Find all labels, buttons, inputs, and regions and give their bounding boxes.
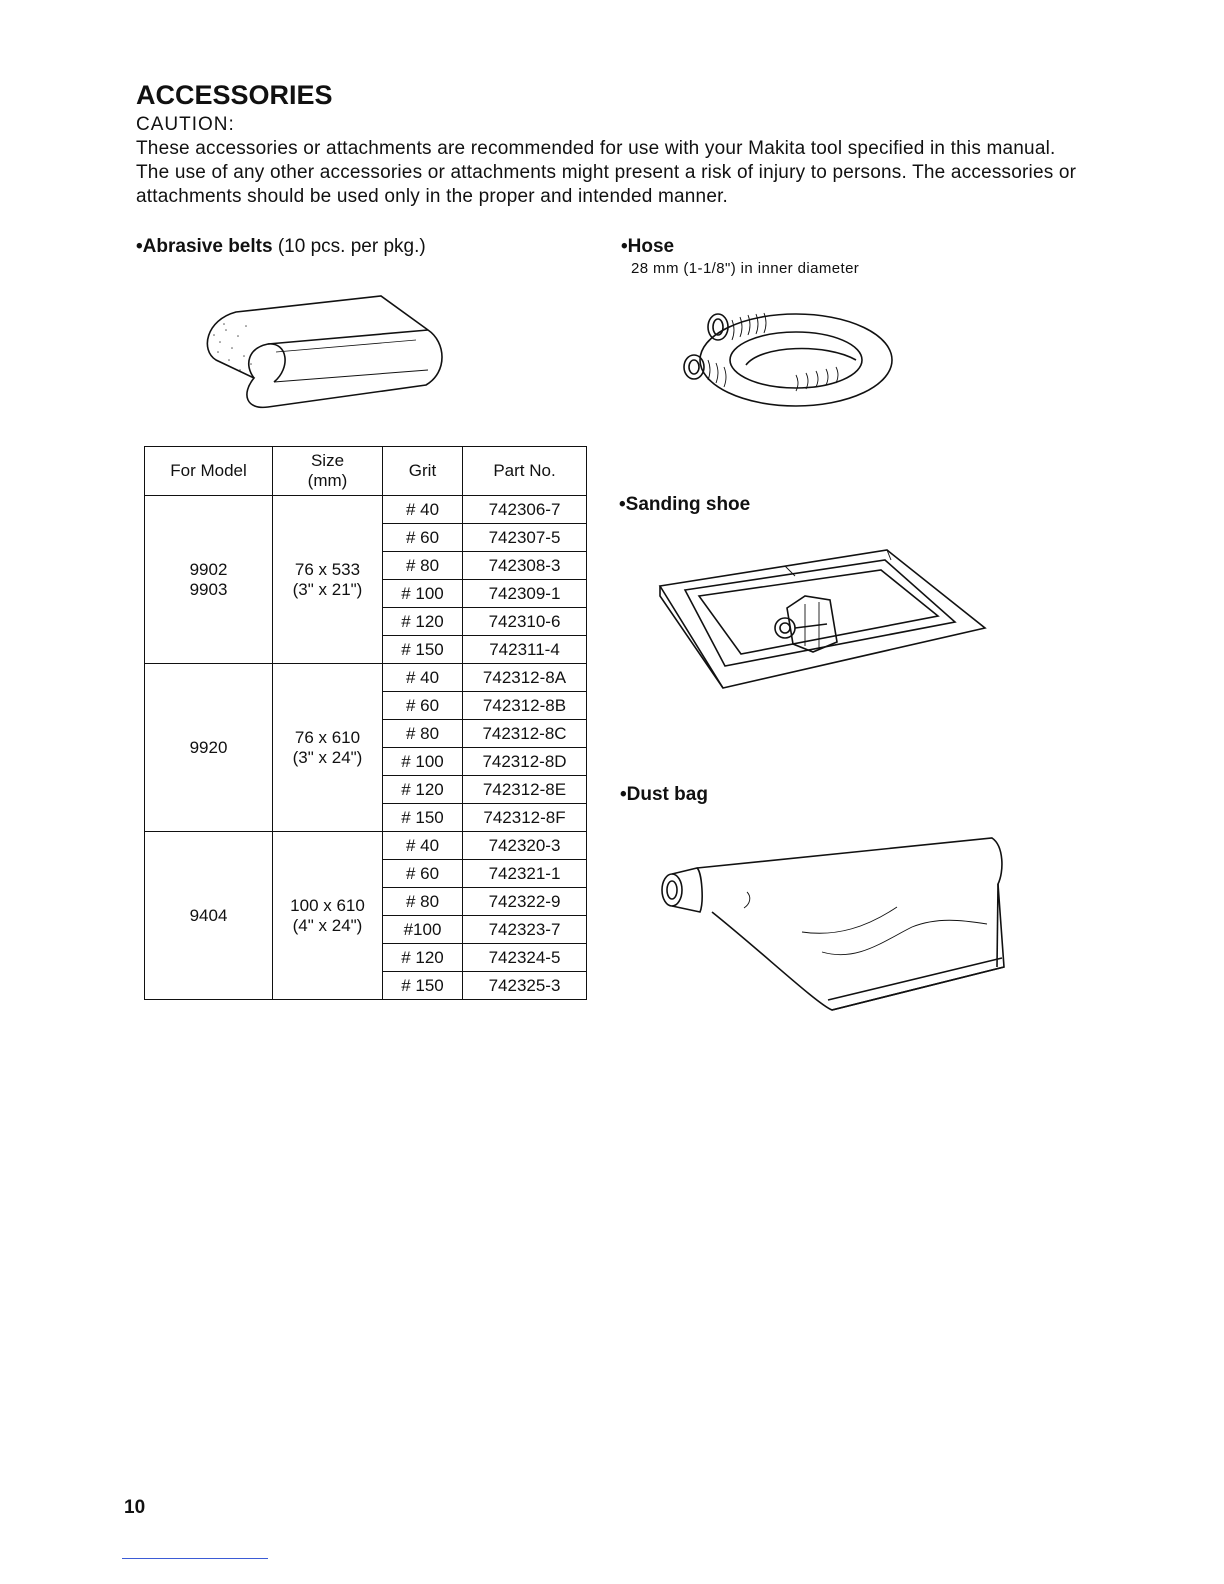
part-number-cell: 742312-8E bbox=[463, 776, 587, 804]
grit-cell: # 120 bbox=[383, 776, 463, 804]
sanding-shoe-heading bbox=[619, 494, 750, 516]
table-header-row bbox=[145, 447, 587, 496]
grit-cell: # 150 bbox=[383, 972, 463, 1000]
model-cell: 9920 bbox=[145, 664, 273, 832]
abrasive-belts-heading bbox=[136, 236, 426, 258]
part-number-cell: 742309-1 bbox=[463, 580, 587, 608]
header-model bbox=[145, 447, 273, 496]
part-number-cell: 742312-8A bbox=[463, 664, 587, 692]
part-number-cell: 742307-5 bbox=[463, 524, 587, 552]
hose-heading bbox=[621, 236, 674, 258]
model-cell: 9902 9903 bbox=[145, 496, 273, 664]
part-number-cell: 742320-3 bbox=[463, 832, 587, 860]
dust-bag-title: Dust bag bbox=[626, 784, 708, 805]
table-row bbox=[145, 664, 587, 692]
grit-cell: # 120 bbox=[383, 944, 463, 972]
grit-cell: # 60 bbox=[383, 860, 463, 888]
page-number: 10 bbox=[124, 1497, 146, 1518]
caution-heading: CAUTION: bbox=[136, 114, 235, 135]
header-size-label: Size (mm) bbox=[307, 451, 348, 490]
size-cell: 76 x 610 (3" x 24") bbox=[273, 664, 383, 832]
part-number-cell: 742311-4 bbox=[463, 636, 587, 664]
table-row bbox=[145, 496, 587, 524]
grit-cell: # 80 bbox=[383, 888, 463, 916]
grit-cell: # 120 bbox=[383, 608, 463, 636]
part-number-cell: 742324-5 bbox=[463, 944, 587, 972]
page-title: ACCESSORIES bbox=[136, 80, 333, 110]
part-number-cell: 742312-8F bbox=[463, 804, 587, 832]
grit-cell: # 60 bbox=[383, 692, 463, 720]
header-grit-label: Grit bbox=[408, 461, 437, 480]
header-part bbox=[463, 447, 587, 496]
part-number-cell: 742325-3 bbox=[463, 972, 587, 1000]
abrasive-belts-title: Abrasive belts bbox=[142, 236, 273, 257]
abrasive-belts-note: (10 pcs. per pkg.) bbox=[277, 236, 426, 257]
part-number-cell: 742321-1 bbox=[463, 860, 587, 888]
part-number-cell: 742312-8C bbox=[463, 720, 587, 748]
part-number-cell: 742306-7 bbox=[463, 496, 587, 524]
hose-title: Hose bbox=[627, 236, 675, 257]
grit-cell: # 60 bbox=[383, 524, 463, 552]
grit-cell: # 100 bbox=[383, 748, 463, 776]
grit-cell: # 40 bbox=[383, 496, 463, 524]
grit-cell: # 150 bbox=[383, 804, 463, 832]
dust-bag-heading bbox=[620, 784, 708, 806]
sanding-shoe-title: Sanding shoe bbox=[625, 494, 751, 515]
hose-illustration bbox=[676, 305, 896, 420]
sanding-shoe-illustration bbox=[655, 546, 990, 694]
abrasive-belt-illustration bbox=[196, 290, 451, 415]
bullet: • bbox=[621, 236, 628, 257]
grit-cell: # 80 bbox=[383, 552, 463, 580]
part-number-cell: 742310-6 bbox=[463, 608, 587, 636]
size-cell: 76 x 533 (3" x 21") bbox=[273, 496, 383, 664]
grit-cell: # 80 bbox=[383, 720, 463, 748]
table-row bbox=[145, 832, 587, 860]
header-model-label: For Model bbox=[170, 461, 247, 480]
bullet: • bbox=[136, 236, 143, 257]
header-size bbox=[273, 447, 383, 496]
grit-cell: # 40 bbox=[383, 832, 463, 860]
footer-rule bbox=[122, 1558, 268, 1559]
part-number-cell: 742312-8B bbox=[463, 692, 587, 720]
size-cell: 100 x 610 (4" x 24") bbox=[273, 832, 383, 1000]
part-number-cell: 742308-3 bbox=[463, 552, 587, 580]
part-number-cell: 742323-7 bbox=[463, 916, 587, 944]
dust-bag-illustration bbox=[652, 832, 1012, 1017]
grit-cell: # 100 bbox=[383, 580, 463, 608]
hose-note: 28 mm (1-1/8") in inner diameter bbox=[631, 260, 860, 277]
header-grit bbox=[383, 447, 463, 496]
model-cell: 9404 bbox=[145, 832, 273, 1000]
header-part-label: Part No. bbox=[493, 461, 556, 480]
caution-text: These accessories or attachments are recommended for use with your Makita tool specified in this manual. The use of any other accessories or attachments might present a risk of injury to persons. The accessories or attachments should be used only in the proper and intended manner. bbox=[136, 138, 1077, 207]
bullet: • bbox=[620, 784, 627, 805]
part-number-cell: 742322-9 bbox=[463, 888, 587, 916]
abrasive-belts-table bbox=[144, 446, 587, 1000]
grit-cell: # 40 bbox=[383, 664, 463, 692]
part-number-cell: 742312-8D bbox=[463, 748, 587, 776]
grit-cell: # 150 bbox=[383, 636, 463, 664]
grit-cell: #100 bbox=[383, 916, 463, 944]
bullet: • bbox=[619, 494, 626, 515]
